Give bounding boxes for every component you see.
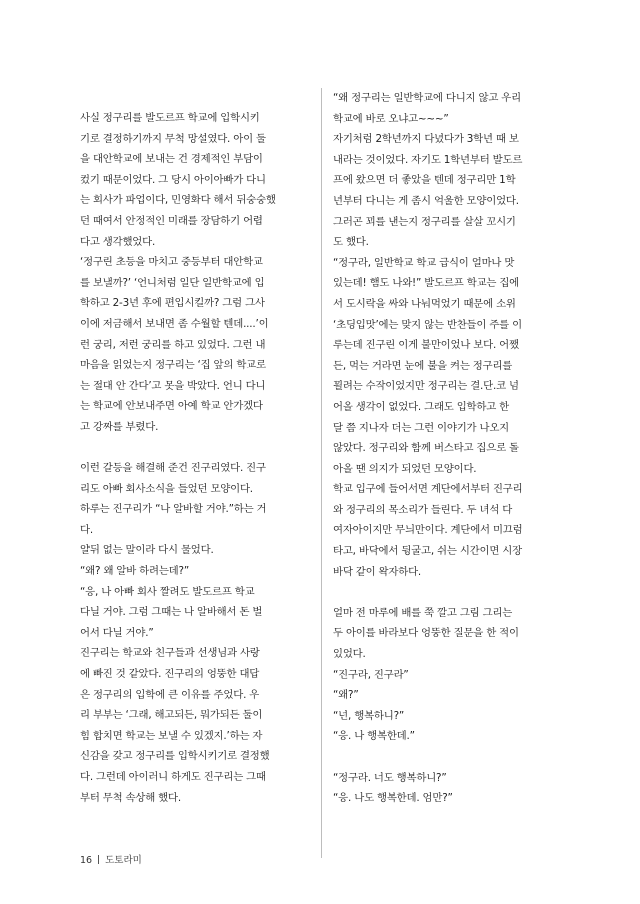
left-text-line: “응, 나 아빠 회사 짤려도 발도르프 학교	[80, 585, 255, 598]
left-blank-line	[80, 438, 334, 459]
left-text-line: 고 강짜를 부렸다.	[80, 420, 159, 433]
right-text-line: 와 정구리의 목소리가 들린다. 두 녀석 다	[333, 503, 513, 516]
right-text-line: “정구라, 일반학교 학교 급식이 얼마나 맛	[333, 256, 515, 269]
right-text-line: “응. 나도 행복한데. 엄만?”	[333, 792, 453, 805]
right-text-line: 타고, 바닥에서 뒹굴고, 쉬는 시간이면 시장	[333, 545, 522, 558]
right-text-line: 여자아이지만 무늬만이다. 계단에서 미끄럼	[333, 524, 523, 537]
right-text-line: 달 쯤 지나자 더는 그런 이야기가 나오지	[333, 421, 510, 434]
right-text-line: 있었다.	[333, 648, 366, 661]
left-text-line: 사실 정구리를 발도르프 학교에 입학시키	[80, 112, 260, 124]
right-text-line: ‘초딩입맛’에는 맞지 않는 반찬들이 주를 이	[333, 318, 522, 331]
left-text-line: ‘정구린 초등을 마치고 중등부터 대안학교	[80, 256, 263, 269]
left-text-line: 는 학교에 안보내주면 아예 학교 안가겠다	[80, 400, 263, 413]
left-text-line: 다.	[80, 523, 93, 536]
left-text-line: 학하고 2-3년 후에 편입시킬까? 그럼 그사	[80, 297, 265, 310]
publication-name: 도토라미	[105, 855, 142, 866]
right-text-line: 꾈려는 수작이었지만 정구리는 결.단.코 넘	[333, 380, 519, 393]
right-text-line: 도 했다.	[333, 236, 369, 249]
right-text-line: 어올 생각이 없었다. 그래도 입학하고 한	[333, 400, 510, 413]
right-text-line: 서 도시락을 싸와 나눠먹었기 때문에 소위	[333, 297, 516, 310]
right-text-line: 학교에 바로 오냐고~~~”	[333, 112, 449, 125]
left-text-line: 이에 저금해서 보내면 좀 수월할 텐데....’이	[80, 317, 269, 330]
right-text-line: “왜?”	[333, 689, 359, 702]
left-text-line: 을 대안학교에 보내는 건 경제적인 부담이	[80, 153, 263, 166]
right-text-column	[333, 88, 587, 809]
right-text-line: 바닥 같이 왁자하다.	[333, 565, 422, 578]
left-text-line: 리 부부는 ‘그래, 해고되든, 뭐가되든 둘이	[80, 709, 263, 722]
left-text-line: 컸기 때문이었다. 그 당시 아이아빠가 다니	[80, 173, 266, 186]
left-text-line: 힘 합치면 학교는 보낼 수 있겠지.’하는 자	[80, 729, 263, 742]
right-text-line: 그러곤 꾀를 낸는지 정구리를 살살 꼬시기	[333, 215, 516, 228]
left-text-column	[80, 108, 334, 808]
left-text-line: 진구리는 학교와 친구들과 선생님과 사랑	[80, 647, 260, 660]
left-text-line: 기로 결정하기까지 무척 망설였다. 아이 둘	[80, 132, 266, 145]
right-text-line: 얼마 전 마루에 배를 쭉 깔고 그림 그리는	[333, 606, 513, 619]
left-text-line: 어서 다닐 거야.”	[80, 626, 154, 639]
right-text-line: “왜 정구리는 일반학교에 다니지 않고 우리	[333, 92, 521, 104]
right-text-line: 아올 땐 의지가 되었던 모양이다.	[333, 462, 477, 475]
left-text-line: 다닐 거야. 그럼 그때는 나 알바해서 돈 벌	[80, 606, 263, 619]
right-text-line: 프에 왔으면 더 좋았을 텐데 정구리만 1학	[333, 174, 516, 187]
right-text-line: 든, 먹는 거라면 눈에 불을 켜는 정구리를	[333, 359, 513, 372]
left-text-line: 다고 생각했었다.	[80, 235, 156, 248]
left-text-line: 다. 그런데 아이러니 하게도 진구리는 그때	[80, 771, 266, 783]
left-text-line: 얄뒤 없는 말이라 다시 물었다.	[80, 544, 214, 557]
left-text-line: 리도 아빠 회사소식을 들었던 모양이다.	[80, 482, 253, 495]
left-text-line: 를 보낼까?’ ‘언니처럼 일단 일반학교에 입	[80, 276, 265, 289]
left-text-line: “왜? 왜 알바 하려는데?”	[80, 565, 190, 578]
left-text-line: 이런 갈등을 해결해 준건 진구리였다. 진구	[80, 462, 266, 475]
left-text-line: 은 정구리의 입학에 큰 이유를 주었다. 우	[80, 688, 260, 701]
right-text-line: 두 아이를 바라보다 엉뚱한 질문을 한 적이	[333, 627, 519, 640]
column-divider	[321, 88, 322, 858]
left-text-line: 는 절대 안 간다’고 못을 박았다. 언니 다니	[80, 379, 266, 392]
right-text-line: “응. 나 행복한데.”	[333, 730, 415, 743]
page-footer	[80, 852, 142, 866]
right-text-line: “정구라. 너도 행복하니?”	[333, 771, 447, 784]
right-text-line: “진구라, 진구라”	[333, 668, 409, 681]
right-text-line: 자기처럼 2학년까지 다녔다가 3학년 때 보	[333, 133, 519, 146]
left-text-line: 는 회사가 파업이다, 민영화다 해서 뒤숭숭했	[80, 194, 276, 207]
left-text-line: 런 궁리, 저런 궁리를 하고 있었다. 그런 내	[80, 338, 266, 351]
left-text-line: 에 빠진 것 같았다. 진구리의 엉뚱한 대답	[80, 668, 260, 681]
right-blank-line	[333, 747, 587, 768]
left-text-line: 던 때여서 안정적인 미래를 장담하기 어렵	[80, 214, 263, 227]
right-text-line: 년부터 다니는 게 좀시 억울한 모양이었다.	[333, 194, 519, 207]
right-text-line: 학교 입구에 들어서면 계단에서부터 진구리	[333, 483, 523, 496]
left-text-line: 부터 무척 속상해 했다.	[80, 791, 181, 804]
left-text-line: 하루는 진구리가 “나 알바할 거야.”하는 거	[80, 503, 267, 516]
left-text-line: 마음을 읽었는지 정구리는 ‘집 앞의 학교로	[80, 359, 266, 372]
right-text-line: “넌, 행복하니?”	[333, 709, 405, 722]
footer-separator	[98, 855, 99, 864]
right-text-line: 루는데 진구린 이게 불만이었나 보다. 어쨌	[333, 339, 519, 352]
right-blank-line	[333, 582, 587, 603]
left-text-line: 신감을 갖고 정구리를 입학시키기로 결정했	[80, 750, 270, 763]
right-text-line: 있는데! 햄도 나와!” 발도르프 학교는 집에	[333, 277, 520, 290]
right-text-line: 내라는 것이었다. 자기도 1학년부터 발도르	[333, 153, 523, 166]
right-text-line: 않았다. 정구리와 함께 버스타고 집으로 돌	[333, 442, 519, 455]
page-number: 16	[80, 855, 93, 866]
